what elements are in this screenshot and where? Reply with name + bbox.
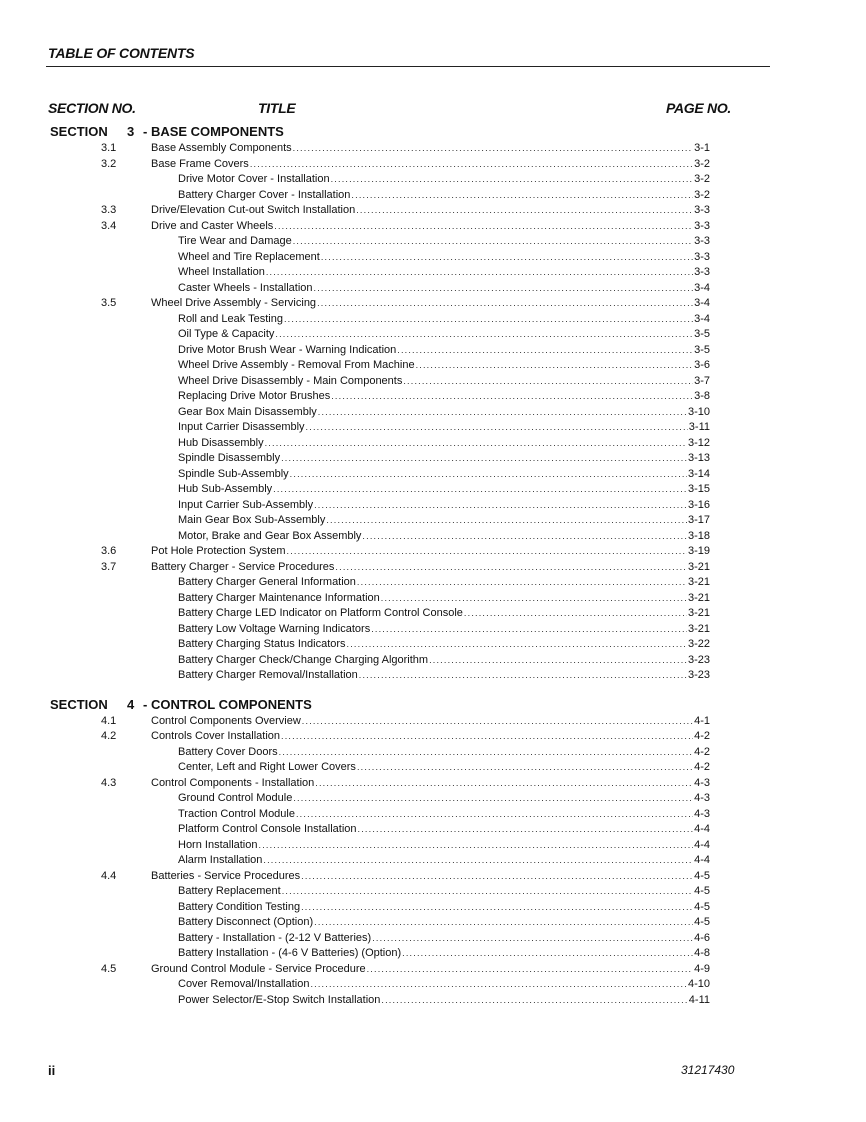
toc-entry-title: Batteries - Service Procedures [151, 869, 301, 882]
toc-entry-line [178, 637, 710, 653]
toc-entry-number: 4.5 [101, 962, 117, 975]
section-heading-title: - CONTROL COMPONENTS [143, 696, 312, 712]
dot-leader [371, 622, 687, 638]
toc-entry-title: Battery Condition Testing [178, 900, 301, 913]
toc-entry[interactable] [0, 606, 866, 622]
dot-leader [281, 451, 687, 467]
toc-entry[interactable] [0, 760, 866, 776]
toc-entry-line [178, 281, 710, 297]
toc-entry-title: Ground Control Module [178, 792, 293, 804]
toc-entry-page: 3-6 [694, 359, 710, 371]
dot-leader [259, 838, 694, 854]
section-heading-number: 3 [127, 124, 135, 139]
toc-entry-title: Spindle Disassembly [178, 452, 281, 464]
toc-entry-line [151, 296, 710, 312]
toc-entry[interactable] [0, 977, 866, 993]
dot-leader [306, 420, 688, 436]
toc-entry-page: 4-3 [694, 807, 710, 820]
toc-entry[interactable] [0, 622, 866, 638]
toc-entry-title: Controls Cover Installation [151, 730, 281, 742]
toc-entry-line [178, 250, 710, 266]
toc-entry[interactable] [0, 529, 866, 545]
toc-entry-title: Wheel and Tire Replacement [178, 250, 320, 263]
toc-entry-title: Wheel Drive Assembly - Removal From Machine [178, 359, 415, 371]
toc-entry-title: Battery Charging Status Indicators [178, 638, 346, 650]
toc-entry-title: Battery - Installation - (2-12 V Batteries) [178, 931, 372, 944]
toc-entry-page: 3-19 [687, 545, 710, 557]
dot-leader [284, 312, 693, 328]
column-header-page: PAGE NO. [666, 100, 732, 116]
toc-entry[interactable] [0, 776, 866, 792]
toc-entry-line [178, 591, 710, 607]
dot-leader [397, 343, 693, 359]
toc-entry[interactable] [0, 482, 866, 498]
dot-leader [282, 884, 693, 900]
toc-entry[interactable] [0, 358, 866, 374]
dot-leader [362, 529, 687, 545]
toc-entry-title: Battery Low Voltage Warning Indicators [178, 622, 371, 635]
toc-entry-line [178, 931, 710, 947]
toc-entry-page: 3-5 [694, 328, 710, 340]
toc-entry-line [151, 776, 710, 792]
dot-leader [403, 374, 693, 390]
toc-entry-line [178, 436, 710, 452]
dot-leader [310, 977, 687, 993]
toc-entry-title: Hub Sub-Assembly [178, 483, 273, 495]
toc-entry-page: 4-8 [694, 947, 710, 959]
toc-entry-line [178, 529, 710, 545]
dot-leader [290, 467, 687, 483]
toc-entry-page: 4-3 [694, 776, 710, 789]
toc-entry-page: 3-12 [687, 436, 710, 449]
toc-entry-line [178, 358, 710, 374]
toc-entry-page: 4-4 [694, 854, 710, 866]
toc-entry-title: Tire Wear and Damage [178, 235, 292, 247]
toc-entry-line [178, 265, 710, 281]
dot-leader [302, 714, 693, 730]
toc-entry-line [178, 791, 710, 807]
toc-entry[interactable] [0, 915, 866, 931]
toc-entry[interactable] [0, 498, 866, 514]
toc-entry[interactable] [0, 791, 866, 807]
dot-leader [315, 776, 693, 792]
toc-entry-page: 3-16 [687, 498, 710, 511]
toc-entry-number: 3.4 [101, 219, 117, 232]
dot-leader [265, 436, 687, 452]
dot-leader [273, 482, 687, 498]
toc-entry-page: 4-10 [687, 978, 710, 990]
toc-entry-page: 3-23 [687, 669, 710, 681]
toc-entry-page: 3-13 [687, 452, 710, 464]
toc-entry[interactable] [0, 745, 866, 761]
toc-entry-line [178, 513, 710, 529]
toc-entry-page: 4-4 [694, 838, 710, 851]
toc-entry-number: 4.1 [101, 714, 117, 727]
dot-leader [250, 157, 693, 173]
toc-entry-title: Platform Control Console Installation [178, 823, 357, 835]
toc-entry-page: 3-18 [687, 529, 710, 542]
toc-entry-page: 4-9 [694, 962, 710, 975]
toc-entry-page: 4-6 [694, 931, 710, 944]
dot-leader [314, 915, 693, 931]
toc-entry-page: 3-21 [687, 607, 710, 619]
toc-entry-page: 3-10 [687, 405, 710, 418]
dot-leader [321, 250, 693, 266]
toc-entry-page: 3-21 [687, 576, 710, 588]
toc-entry-title: Pot Hole Protection System [151, 545, 286, 557]
toc-entry-title: Oil Type & Capacity [178, 328, 275, 340]
toc-entry-page: 4-2 [694, 730, 710, 742]
dot-leader [293, 234, 693, 250]
toc-entry-line [178, 884, 710, 900]
toc-entry-title: Traction Control Module [178, 807, 295, 820]
toc-entry-page: 3-3 [694, 219, 710, 232]
toc-entry-title: Control Components Overview [151, 714, 301, 727]
toc-entry[interactable] [0, 420, 866, 436]
toc-entry-title: Drive Motor Cover - Installation [178, 173, 330, 185]
toc-entry[interactable] [0, 405, 866, 421]
toc-entry-line [178, 374, 710, 390]
toc-entry-title: Battery Charger General Information [178, 576, 356, 588]
dot-leader [351, 188, 693, 204]
toc-entry-number: 3.2 [101, 157, 117, 170]
toc-entry-page: 3-2 [694, 157, 710, 170]
section-heading-title: - BASE COMPONENTS [143, 124, 284, 139]
dot-leader [263, 853, 693, 869]
toc-entry[interactable] [0, 884, 866, 900]
toc-entry-page: 3-7 [694, 374, 710, 387]
toc-entry-line [178, 838, 710, 854]
toc-entry-page: 3-8 [694, 390, 710, 402]
dot-leader [314, 498, 687, 514]
dot-leader [293, 791, 693, 807]
dot-leader [347, 637, 687, 653]
toc-entry-page: 4-5 [694, 916, 710, 928]
dot-leader [266, 265, 693, 281]
toc-entry[interactable] [0, 900, 866, 916]
toc-entry-page: 3-2 [694, 188, 710, 201]
toc-entry[interactable] [0, 188, 866, 204]
toc-entry-line [178, 467, 710, 483]
toc-entry-title: Wheel Installation [178, 266, 265, 278]
toc-entry-line [151, 203, 710, 219]
toc-entry[interactable] [0, 931, 866, 947]
toc-entry-line [151, 869, 710, 885]
toc-entry-title: Battery Disconnect (Option) [178, 916, 314, 928]
toc-entry[interactable] [0, 962, 866, 978]
toc-entry[interactable] [0, 853, 866, 869]
toc-entry[interactable] [0, 374, 866, 390]
toc-entry-title: Battery Replacement [178, 885, 281, 897]
dot-leader [275, 327, 693, 343]
page-title: TABLE OF CONTENTS [48, 45, 195, 61]
dot-leader [331, 172, 693, 188]
toc-entry-page: 4-4 [694, 823, 710, 835]
dot-leader [372, 931, 693, 947]
toc-entry-title: Battery Cover Doors [178, 745, 278, 758]
footer-doc-number: 31217430 [681, 1063, 735, 1077]
toc-entry-line [151, 544, 710, 560]
toc-entry-page: 3-15 [687, 483, 710, 495]
toc-entry-page: 3-4 [694, 281, 710, 294]
toc-entry[interactable] [0, 250, 866, 266]
section-heading-number: 4 [127, 696, 135, 712]
toc-entry-title: Caster Wheels - Installation [178, 281, 313, 294]
toc-entry-line [178, 188, 710, 204]
toc-entry-page: 4-11 [688, 993, 710, 1006]
toc-entry-number: 3.1 [101, 142, 117, 154]
toc-entry-title: Hub Disassembly [178, 436, 264, 449]
toc-entry-title: Control Components - Installation [151, 776, 315, 789]
dot-leader [279, 745, 693, 761]
toc-entry-title: Base Assembly Components [151, 142, 292, 154]
dot-leader [335, 560, 687, 576]
dot-leader [381, 993, 687, 1009]
toc-entry-page: 3-23 [687, 653, 710, 666]
toc-entry-line [178, 482, 710, 498]
toc-entry-page: 3-11 [688, 421, 710, 433]
toc-entry-number: 4.3 [101, 776, 117, 789]
toc-entry-line [151, 560, 710, 576]
column-header-title: TITLE [258, 100, 296, 116]
toc-entry-page: 3-21 [687, 622, 710, 635]
section-heading [0, 124, 866, 141]
toc-entry-page: 3-14 [687, 467, 710, 480]
toc-entry-number: 3.5 [101, 297, 117, 309]
toc-entry-title: Battery Charger Maintenance Information [178, 591, 380, 604]
toc-entry-line [178, 745, 710, 761]
toc-entry-page: 3-1 [694, 142, 710, 154]
toc-entry[interactable] [0, 513, 866, 529]
toc-entry-title: Cover Removal/Installation [178, 978, 310, 990]
toc-entry[interactable] [0, 157, 866, 173]
dot-leader [464, 606, 687, 622]
toc-entry-page: 3-3 [694, 266, 710, 278]
toc-entry-title: Center, Left and Right Lower Covers [178, 761, 356, 773]
toc-entry-line [178, 946, 710, 962]
toc-entry[interactable] [0, 637, 866, 653]
toc-entry-title: Battery Installation - (4-6 V Batteries) (Option) [178, 947, 402, 959]
toc-entry-title: Battery Charger Removal/Installation [178, 669, 358, 681]
toc-entry-title: Gear Box Main Disassembly [178, 405, 317, 418]
toc-entry-number: 3.6 [101, 545, 117, 557]
toc-entry-title: Drive/Elevation Cut-out Switch Installation [151, 204, 356, 216]
toc-entry-line [178, 807, 710, 823]
toc-entry[interactable] [0, 946, 866, 962]
toc-entry-line [151, 157, 710, 173]
dot-leader [301, 900, 693, 916]
dot-leader [381, 591, 687, 607]
toc-entry-title: Spindle Sub-Assembly [178, 467, 289, 480]
title-divider [46, 66, 770, 67]
toc-entry[interactable] [0, 203, 866, 219]
dot-leader [416, 358, 694, 374]
dot-leader [301, 869, 693, 885]
toc-entry-page: 3-3 [694, 204, 710, 216]
toc-entry[interactable] [0, 714, 866, 730]
toc-entry-line [151, 962, 710, 978]
toc-entry-title: Battery Charger - Service Procedures [151, 560, 335, 573]
toc-entry[interactable] [0, 219, 866, 235]
toc-entry-line [178, 993, 710, 1009]
toc-entry-page: 4-5 [694, 869, 710, 882]
toc-entry-number: 4.2 [101, 730, 117, 742]
toc-entry-title: Power Selector/E-Stop Switch Installation [178, 993, 381, 1006]
dot-leader [314, 281, 694, 297]
toc-entry-title: Input Carrier Disassembly [178, 421, 305, 433]
toc-entry-title: Wheel Drive Disassembly - Main Components [178, 374, 403, 387]
dot-leader [357, 575, 687, 591]
toc-entry[interactable] [0, 560, 866, 576]
toc-entry-title: Drive Motor Brush Wear - Warning Indication [178, 343, 397, 356]
section-heading [0, 697, 866, 714]
toc-entry-title: Input Carrier Sub-Assembly [178, 498, 314, 511]
dot-leader [331, 389, 693, 405]
toc-entry-line [178, 622, 710, 638]
toc-entry[interactable] [0, 296, 866, 312]
toc-entry-line [151, 714, 710, 730]
toc-entry-line [178, 389, 710, 405]
toc-entry[interactable] [0, 141, 866, 157]
dot-leader [318, 405, 687, 421]
toc-entry-page: 4-2 [694, 761, 710, 773]
toc-entry-page: 3-4 [694, 297, 710, 309]
toc-entry-title: Horn Installation [178, 838, 258, 851]
dot-leader [281, 729, 693, 745]
toc-entry-page: 3-2 [694, 173, 710, 185]
toc-entry-number: 3.7 [101, 560, 117, 573]
toc-entry[interactable] [0, 436, 866, 452]
dot-leader [326, 513, 687, 529]
toc-entry[interactable] [0, 467, 866, 483]
toc-entry[interactable] [0, 807, 866, 823]
toc-entry-page: 4-5 [694, 900, 710, 913]
toc-entry-page: 3-5 [694, 343, 710, 356]
toc-entry-line [178, 575, 710, 591]
toc-entry[interactable] [0, 668, 866, 684]
toc-entry-title: Roll and Leak Testing [178, 312, 283, 325]
toc-entry-line [178, 606, 710, 622]
toc-entry-page: 4-5 [694, 885, 710, 897]
toc-entry-title: Motor, Brake and Gear Box Assembly [178, 529, 362, 542]
toc-entry-line [178, 498, 710, 514]
dot-leader [287, 544, 687, 560]
dot-leader [293, 141, 693, 157]
toc-entry[interactable] [0, 389, 866, 405]
dot-leader [367, 962, 693, 978]
toc-entry-title: Ground Control Module - Service Procedure [151, 962, 366, 975]
toc-entry[interactable] [0, 575, 866, 591]
toc-entry-page: 3-17 [687, 514, 710, 526]
toc-entry-page: 4-2 [694, 745, 710, 758]
toc-entry-page: 3-21 [687, 591, 710, 604]
toc-entry[interactable] [0, 591, 866, 607]
toc-entry-number: 4.4 [101, 869, 117, 882]
toc-entry-line [151, 141, 710, 157]
toc-entry-line [151, 729, 710, 745]
dot-leader [357, 760, 693, 776]
toc-entry[interactable] [0, 838, 866, 854]
toc-entry-line [178, 653, 710, 669]
toc-entry-title: Replacing Drive Motor Brushes [178, 390, 331, 402]
toc-entry-line [151, 219, 710, 235]
toc-entry[interactable] [0, 544, 866, 560]
toc-entry[interactable] [0, 653, 866, 669]
toc-list [0, 124, 866, 1008]
toc-entry-line [178, 312, 710, 328]
dot-leader [356, 203, 693, 219]
toc-entry-line [178, 822, 710, 838]
toc-entry-page: 3-21 [687, 560, 710, 573]
toc-entry[interactable] [0, 327, 866, 343]
toc-entry-line [178, 172, 710, 188]
toc-entry[interactable] [0, 265, 866, 281]
toc-entry-line [178, 760, 710, 776]
toc-entry[interactable] [0, 172, 866, 188]
dot-leader [358, 822, 694, 838]
dot-leader [317, 296, 693, 312]
toc-entry-title: Wheel Drive Assembly - Servicing [151, 297, 317, 309]
dot-leader [402, 946, 693, 962]
toc-entry-line [178, 900, 710, 916]
toc-entry-line [178, 668, 710, 684]
toc-entry-line [178, 451, 710, 467]
toc-entry-page: 4-1 [694, 714, 710, 727]
dot-leader [429, 653, 687, 669]
dot-leader [296, 807, 693, 823]
toc-entry[interactable] [0, 234, 866, 250]
toc-entry-title: Alarm Installation [178, 854, 263, 866]
toc-entry[interactable] [0, 729, 866, 745]
toc-entry[interactable] [0, 281, 866, 297]
section-heading-label: SECTION [50, 124, 108, 139]
section-heading-label: SECTION [50, 696, 108, 712]
toc-entry-line [178, 420, 710, 436]
footer-page-label: ii [48, 1063, 56, 1078]
toc-entry-line [178, 343, 710, 359]
toc-entry[interactable] [0, 312, 866, 328]
toc-entry-line [178, 915, 710, 931]
dot-leader [359, 668, 687, 684]
toc-entry-page: 3-3 [694, 235, 710, 247]
toc-entry-line [178, 853, 710, 869]
toc-entry-title: Battery Charger Check/Change Charging Algorithm [178, 653, 429, 666]
toc-entry-title: Battery Charge LED Indicator on Platform Control Console [178, 607, 463, 619]
toc-entry-title: Base Frame Covers [151, 157, 249, 170]
toc-entry[interactable] [0, 993, 866, 1009]
toc-entry[interactable] [0, 451, 866, 467]
toc-entry-title: Drive and Caster Wheels [151, 219, 274, 232]
dot-leader [274, 219, 693, 235]
toc-entry-page: 3-4 [694, 312, 710, 325]
toc-entry-number: 3.3 [101, 204, 117, 216]
toc-entry-title: Battery Charger Cover - Installation [178, 188, 351, 201]
toc-entry-page: 4-3 [694, 792, 710, 804]
toc-entry-page: 3-3 [694, 250, 710, 263]
toc-entry-line [178, 405, 710, 421]
toc-entry-line [178, 327, 710, 343]
toc-entry-title: Main Gear Box Sub-Assembly [178, 514, 326, 526]
toc-entry[interactable] [0, 869, 866, 885]
toc-entry-page: 3-22 [687, 638, 710, 650]
column-header-section: SECTION NO. [48, 100, 136, 116]
toc-entry-line [178, 977, 710, 993]
toc-entry[interactable] [0, 343, 866, 359]
toc-entry-line [178, 234, 710, 250]
toc-entry[interactable] [0, 822, 866, 838]
